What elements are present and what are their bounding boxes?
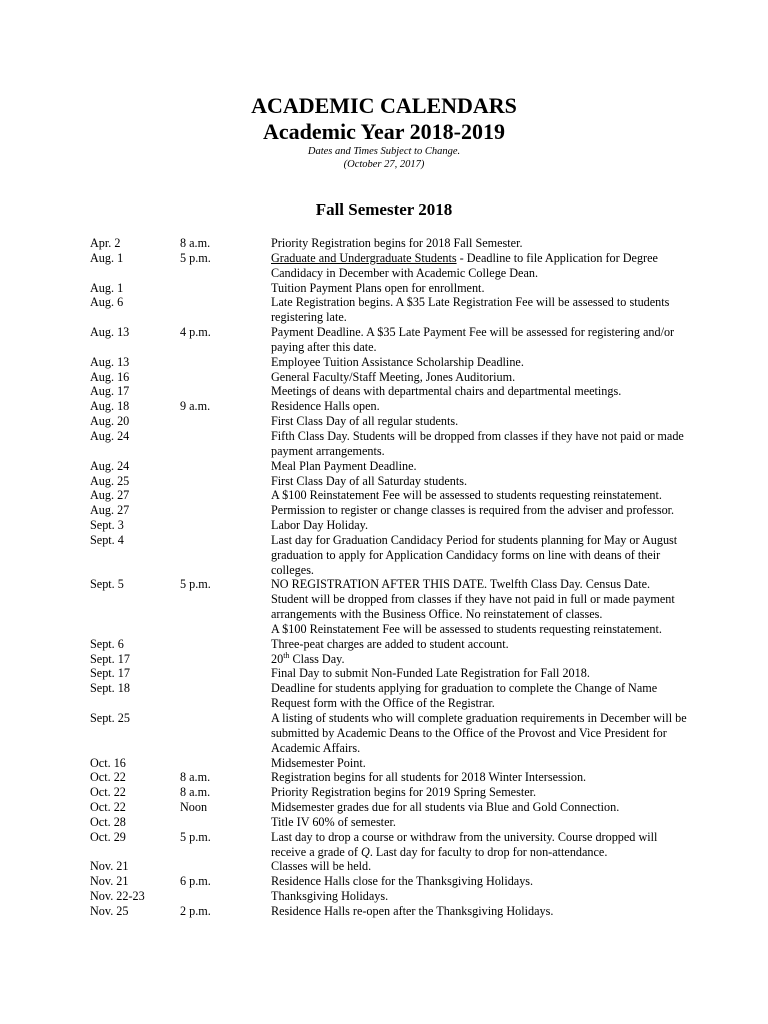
event-description-text: First Class Day of all Saturday students. (271, 473, 467, 488)
calendar-event-row (90, 325, 690, 355)
calendar-event-row (90, 236, 690, 251)
calendar-event-row (90, 459, 690, 474)
event-description (271, 355, 690, 370)
event-time: 8 a.m. (180, 770, 211, 785)
event-description (271, 577, 690, 636)
event-description-text: Title IV 60% of semester. (271, 814, 396, 829)
event-description (271, 815, 690, 830)
event-time: 5 p.m. (180, 577, 211, 592)
event-date: Aug. 18 (90, 399, 130, 414)
calendar-header (0, 93, 768, 171)
event-description (271, 830, 690, 860)
event-time: 9 a.m. (180, 399, 211, 414)
events-list (90, 236, 690, 919)
event-date: Apr. 2 (90, 236, 121, 250)
event-description-text: Late Registration begins. A $35 Late Registration Fee will be assessed to students registering late. (271, 295, 670, 325)
event-date: Sept. 17 (90, 651, 130, 666)
event-time: 4 p.m. (180, 325, 211, 340)
event-description (271, 429, 690, 459)
event-description-number: 20 (271, 651, 284, 666)
event-description-text: Meetings of deans with departmental chairs and departmental meetings. (271, 384, 622, 399)
event-date: Oct. 22 (90, 785, 126, 800)
event-description-text: NO REGISTRATION AFTER THIS DATE. Twelfth Class Day. Census Date. Student will be dropped from classes if they have not paid in full or made payment arrangements with the Business Office. No reinstatement of classes. (271, 577, 675, 622)
event-time: 8 a.m. (180, 236, 211, 250)
calendar-event-row (90, 681, 690, 711)
event-time: Noon (180, 800, 208, 815)
calendar-event-row (90, 429, 690, 459)
event-description (271, 637, 690, 652)
event-description-text: A listing of students who will complete graduation requirements in December will be submitted by Academic Deans to the Office of the Provost and Vice President for Academic Affairs. (271, 711, 687, 755)
event-description (271, 399, 690, 414)
event-date: Sept. 6 (90, 636, 124, 651)
event-date: Sept. 5 (90, 577, 124, 592)
event-description (271, 281, 690, 296)
event-description-text: Classes will be held. (271, 859, 372, 874)
event-description-text: Final Day to submit Non-Funded Late Registration for Fall 2018. (271, 666, 590, 681)
event-description (271, 889, 690, 904)
event-date: Sept. 18 (90, 681, 130, 696)
event-description (271, 859, 690, 874)
event-date: Sept. 3 (90, 518, 124, 533)
event-description-text: Labor Day Holiday. (271, 518, 369, 533)
event-description-ordinal: th (283, 650, 290, 660)
event-description (271, 770, 690, 785)
event-date: Aug. 1 (90, 250, 124, 265)
calendar-event-row (90, 518, 690, 533)
event-date: Aug. 27 (90, 503, 130, 518)
event-date: Oct. 29 (90, 829, 126, 844)
event-description (271, 325, 690, 355)
event-description (271, 533, 690, 578)
event-description-text: - Deadline to file Application for Degree Candidacy in December with Academic College Dean. (271, 250, 658, 280)
event-time: 2 p.m. (180, 903, 211, 918)
event-description-text-end: . Last day for faculty to drop for non-attendance. (369, 844, 608, 859)
event-description-text: General Faculty/Staff Meeting, Jones Auditorium. (271, 369, 516, 384)
event-description-text: Residence Halls re-open after the Thanksgiving Holidays. (271, 903, 554, 918)
event-date: Sept. 25 (90, 711, 130, 725)
event-description (271, 370, 690, 385)
calendar-event-row (90, 770, 690, 785)
event-description-text: Three-peat charges are added to student account. (271, 636, 509, 651)
event-description (271, 384, 690, 399)
event-date: Aug. 16 (90, 369, 130, 384)
calendar-event-row (90, 503, 690, 518)
event-description-text: A $100 Reinstatement Fee will be assessed to students requesting reinstatement. (271, 488, 662, 503)
event-description-grade: Q (361, 844, 370, 859)
calendar-event-row (90, 830, 690, 860)
event-date: Oct. 22 (90, 800, 126, 815)
event-date: Aug. 20 (90, 414, 130, 429)
event-date: Nov. 22-23 (90, 889, 145, 904)
event-date: Oct. 22 (90, 770, 126, 785)
event-description (271, 236, 690, 251)
event-description-text: Last day for Graduation Candidacy Period for students planning for May or August graduation to apply for Application Candidacy forms on line with deans of their colleges. (271, 532, 678, 577)
event-description-text: Fifth Class Day. Students will be dropped from classes if they have not paid or made payment arrangements. (271, 428, 684, 458)
event-description-text: Deadline for students applying for graduation to complete the Change of Name Request form with the Office of the Registrar. (271, 681, 658, 711)
event-description (271, 904, 690, 919)
calendar-event-row (90, 384, 690, 399)
event-description-underlined: Graduate and Undergraduate Students (271, 250, 457, 265)
revision-date: (October 27, 2017) (343, 159, 425, 170)
event-description-text: Midsemester Point. (271, 755, 366, 770)
calendar-event-row (90, 711, 690, 756)
event-date: Aug. 24 (90, 458, 130, 473)
event-date: Oct. 16 (90, 755, 126, 770)
event-description (271, 251, 690, 281)
event-description-text: Tuition Payment Plans open for enrollment. (271, 280, 485, 295)
event-time: 5 p.m. (180, 829, 211, 844)
event-description-text: Residence Halls close for the Thanksgiving Holidays. (271, 874, 534, 889)
event-date: Aug. 1 (90, 280, 124, 295)
event-date: Aug. 27 (90, 488, 130, 503)
event-date: Aug. 17 (90, 384, 130, 399)
event-description-extra: A $100 Reinstatement Fee will be assessed to students requesting reinstatement. (271, 621, 662, 636)
event-description-text: Thanksgiving Holidays. (271, 889, 389, 904)
calendar-event-row (90, 785, 690, 800)
event-description (271, 666, 690, 681)
event-description (271, 800, 690, 815)
event-date: Aug. 25 (90, 473, 130, 488)
event-description (271, 295, 690, 325)
event-date: Nov. 21 (90, 874, 129, 889)
event-description (271, 503, 690, 518)
event-description-text: Payment Deadline. A $35 Late Payment Fee will be assessed for registering and/or paying after this date. (271, 325, 675, 354)
calendar-event-row (90, 251, 690, 281)
calendar-event-row (90, 859, 690, 874)
calendar-event-row (90, 756, 690, 771)
document-subtitle: Academic Year 2018-2019 (263, 119, 505, 144)
calendar-event-row (90, 533, 690, 578)
calendar-event-row (90, 637, 690, 652)
event-description (271, 488, 690, 503)
event-description (271, 756, 690, 771)
event-description-text: Meal Plan Payment Deadline. (271, 458, 417, 473)
event-description-text: Permission to register or change classes is required from the adviser and professor. (271, 503, 675, 518)
event-time: 8 a.m. (180, 785, 211, 800)
event-date: Sept. 4 (90, 532, 124, 547)
calendar-event-row (90, 355, 690, 370)
calendar-event-row (90, 577, 690, 636)
calendar-event-row (90, 414, 690, 429)
calendar-event-row (90, 281, 690, 296)
event-date: Aug. 6 (90, 295, 124, 310)
event-description-text: Last day to drop a course or withdraw from the university. Course dropped will receive a grade of (271, 829, 658, 859)
event-date: Aug. 13 (90, 354, 130, 369)
event-description-text: Residence Halls open. (271, 399, 380, 414)
event-description-text: Employee Tuition Assistance Scholarship Deadline. (271, 354, 524, 369)
calendar-event-row (90, 815, 690, 830)
event-date: Aug. 24 (90, 428, 130, 443)
event-date: Aug. 13 (90, 325, 130, 340)
event-description (271, 459, 690, 474)
calendar-event-row (90, 889, 690, 904)
event-description-text: First Class Day of all regular students. (271, 414, 459, 429)
event-date: Sept. 17 (90, 666, 130, 681)
calendar-event-row (90, 874, 690, 889)
event-description (271, 414, 690, 429)
event-description (271, 652, 690, 667)
calendar-event-row (90, 474, 690, 489)
event-date: Oct. 28 (90, 814, 126, 829)
calendar-event-row (90, 652, 690, 667)
event-date: Nov. 21 (90, 859, 129, 874)
calendar-event-row (90, 800, 690, 815)
event-description (271, 711, 690, 756)
calendar-event-row (90, 370, 690, 385)
calendar-event-row (90, 904, 690, 919)
event-date: Nov. 25 (90, 903, 129, 918)
calendar-event-row (90, 399, 690, 414)
event-description-text: Priority Registration begins for 2018 Fall Semester. (271, 236, 523, 250)
calendar-event-row (90, 488, 690, 503)
calendar-event-row (90, 295, 690, 325)
section-title: Fall Semester 2018 (315, 200, 453, 219)
event-description-text: Registration begins for all students for 2018 Winter Intersession. (271, 770, 587, 785)
event-time: 5 p.m. (180, 250, 211, 265)
event-description-text: Midsemester grades due for all students via Blue and Gold Connection. (271, 800, 620, 815)
event-description (271, 518, 690, 533)
event-description (271, 681, 690, 711)
event-description (271, 874, 690, 889)
event-time: 6 p.m. (180, 874, 211, 889)
event-description-text: Class Day. (289, 651, 345, 666)
event-description-text: Priority Registration begins for 2019 Spring Semester. (271, 785, 537, 800)
change-note: Dates and Times Subject to Change. (307, 146, 461, 157)
event-description (271, 785, 690, 800)
event-description (271, 474, 690, 489)
calendar-event-row (90, 666, 690, 681)
document-title: ACADEMIC CALENDARS (251, 93, 517, 118)
